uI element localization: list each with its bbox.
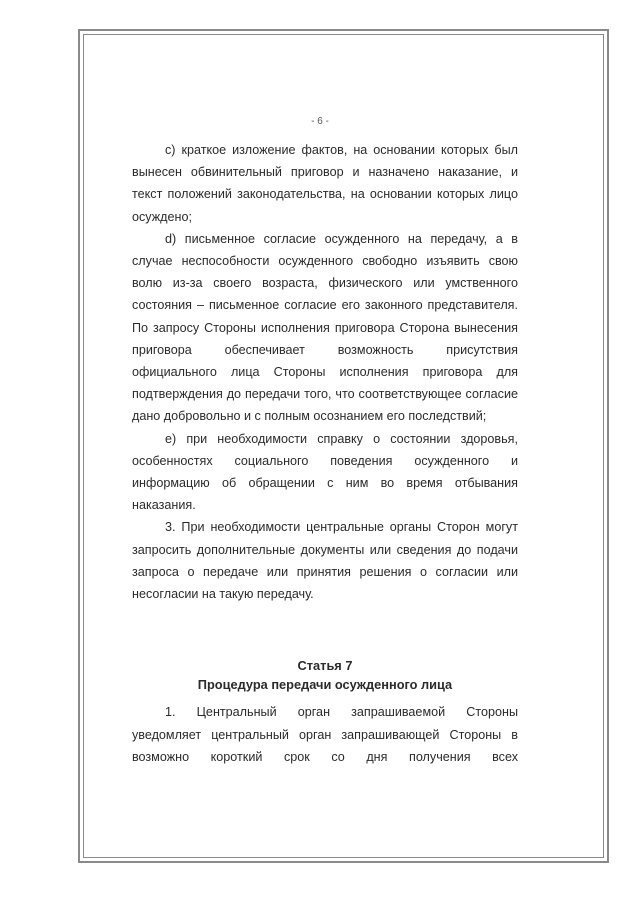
article-paragraph-1: 1. Центральный орган запрашиваемой Стороны уведомляет центральный орган запрашивающей Стороны в возможно короткий срок со дня получения всех — [132, 705, 518, 765]
paragraph-3: 3. При необходимости центральные органы Сторон могут запросить дополнительные документы или сведения до подачи запроса о передаче или принятия решения о согласии или несогласии на такую передачу. — [132, 520, 518, 602]
article-title: Процедура передачи осужденного лица — [197, 677, 453, 692]
paragraph-c: c) краткое изложение фактов, на основании которых был вынесен обвинительный приговор и назначено наказание, и текст положений законодательства, на основании которых лицо осуждено; — [132, 143, 518, 224]
paragraph-e: e) при необходимости справку о состоянии здоровья, особенностях социального поведения осужденного и информацию об обращении с ним во время отбывания наказания. — [132, 431, 518, 513]
article-heading — [132, 656, 518, 694]
article-body — [132, 701, 518, 769]
paragraph-d: d) письменное согласие осужденного на передачу, а в случае неспособности осужденного свободно изъявить свою волю из-за своего возраста, физического или умственного состояния – письменное согласие его законного представителя. По запросу Стороны исполнения приговора Сторона вынесения приговора обеспечивает возможность присутствия официального лица Стороны исполнения приговора для подтверждения до передачи того, что соответствующее согласие дано добровольно и с полным осознанием его последствий; — [132, 231, 518, 424]
article-number: Статья 7 — [297, 658, 353, 673]
page-number: - 6 - — [311, 116, 329, 127]
body-text — [132, 139, 518, 605]
